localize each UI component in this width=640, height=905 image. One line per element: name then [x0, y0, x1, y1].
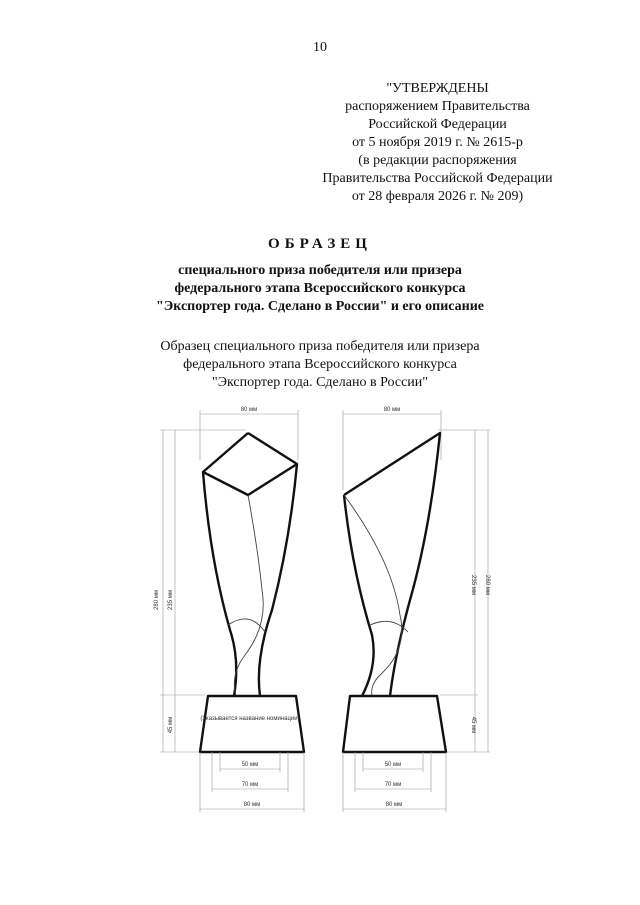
subtitle-line: федерального этапа Всероссийского конкурса	[174, 281, 466, 296]
base-nomination-label: (Указывается название номинации)	[200, 716, 300, 722]
right-width-50-label: 50 мм	[384, 762, 402, 768]
right-top-width-label: 80 мм	[383, 407, 401, 413]
left-width-70-label: 70 мм	[241, 782, 259, 788]
caption-line: Образец специального приза победителя или призера	[160, 339, 480, 354]
approval-line: от 5 ноября 2019 г. № 2615-р	[352, 135, 523, 150]
approval-line: "УТВЕРЖДЕНЫ	[386, 81, 489, 96]
right-total-height-label: 280 мм	[484, 575, 490, 595]
document-subtitle	[100, 262, 540, 316]
right-body-height-label: 235 мм	[470, 575, 476, 595]
approval-block	[300, 80, 575, 206]
left-base-height-label: 45 мм	[168, 716, 174, 734]
caption-line: "Экспортер года. Сделано в России"	[212, 375, 428, 390]
right-width-80-label: 80 мм	[385, 802, 403, 808]
drawing-caption	[100, 338, 540, 392]
trophy-right-view	[343, 407, 490, 812]
subtitle-line: "Экспортер года. Сделано в России" и его описание	[155, 299, 484, 314]
subtitle-line: специального приза победителя или призера	[178, 263, 462, 278]
left-width-80-label: 80 мм	[243, 802, 261, 808]
trophy-technical-drawing	[0, 400, 640, 830]
approval-line: от 28 февраля 2026 г. № 209)	[351, 189, 524, 204]
approval-line: распоряжением Правительства	[345, 99, 530, 114]
approval-line: Правительства Российской Федерации	[322, 171, 553, 186]
page-number: 10	[313, 40, 327, 55]
caption-line: федерального этапа Всероссийского конкурса	[183, 357, 457, 372]
left-width-50-label: 50 мм	[241, 762, 259, 768]
left-body-height-label: 235 мм	[168, 590, 174, 610]
right-width-70-label: 70 мм	[384, 782, 402, 788]
approval-line: (в редакции распоряжения	[358, 153, 517, 168]
left-total-height-label: 280 мм	[154, 590, 160, 610]
approval-line: Российской Федерации	[368, 117, 507, 132]
trophy-left-view	[154, 407, 304, 812]
left-top-width-label: 80 мм	[240, 407, 258, 413]
right-base-height-label: 45 мм	[470, 716, 476, 734]
document-heading: ОБРАЗЕЦ	[268, 236, 372, 252]
